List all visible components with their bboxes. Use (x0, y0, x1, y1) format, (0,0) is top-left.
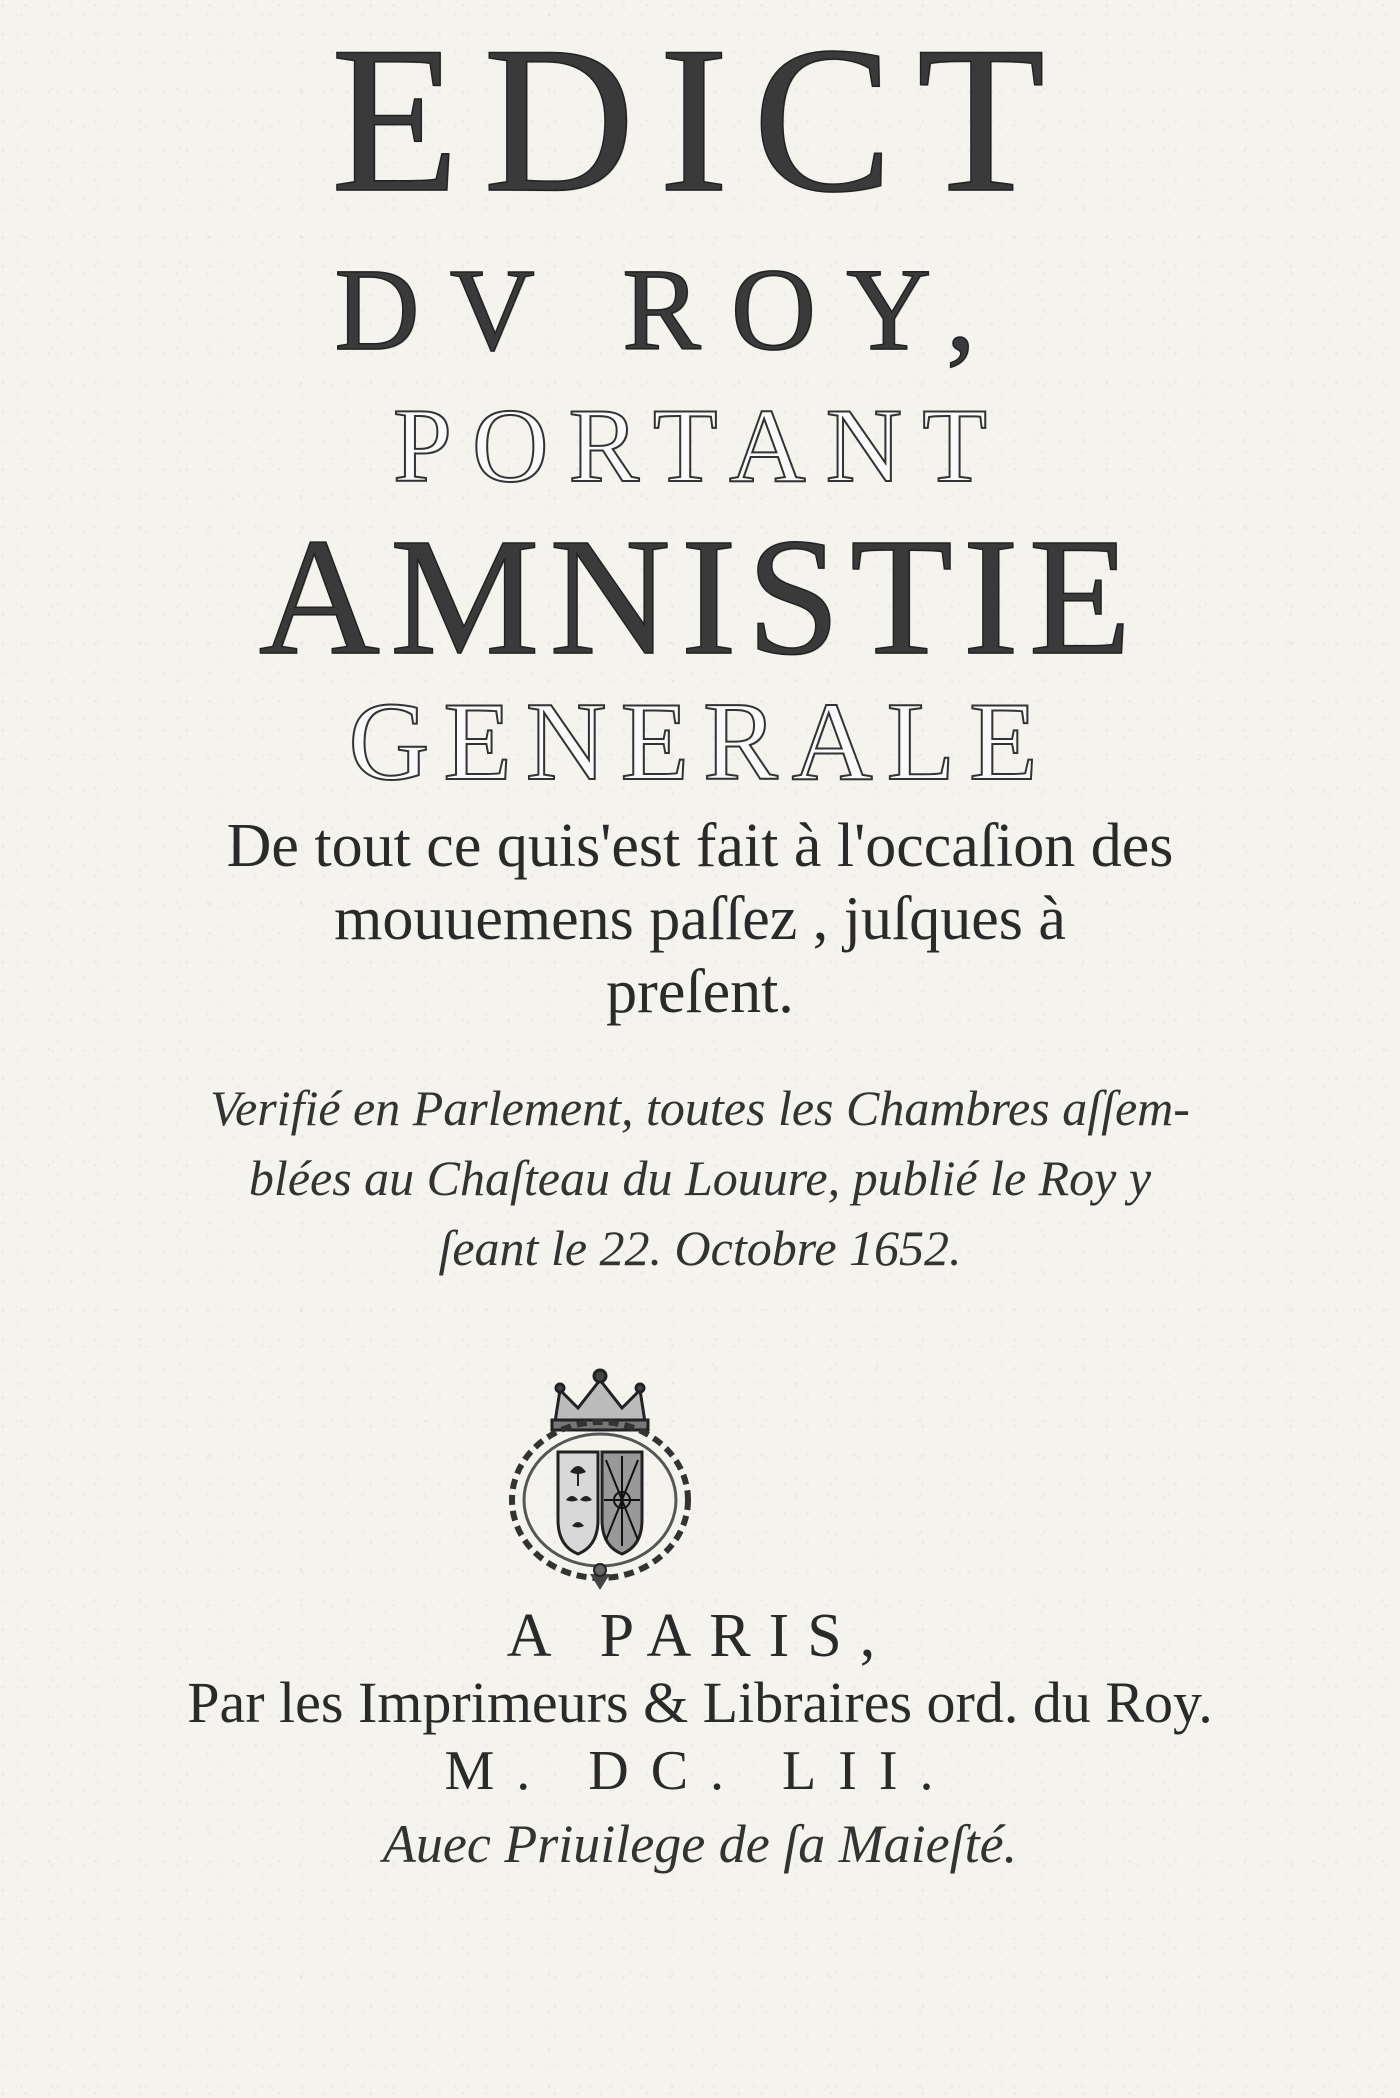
subtitle-line-1: De tout ce quis'est fait à l'occaſion des (226, 812, 1174, 880)
verification-line-2: blées au Chaſteau du Louure, publié le Roy y (248, 1150, 1152, 1206)
verification-line-1: Verifié en Parlement, toutes les Chambres aſſem- (210, 1080, 1190, 1136)
title-generale: GENERALE (348, 680, 1052, 804)
imprint-city: A PARIS, (506, 1602, 894, 1670)
royal-arms-icon (500, 1360, 700, 1592)
imprint-printer: Par les Imprimeurs & Libraires ord. du Roy. (187, 1670, 1213, 1735)
title-du-roy: DV ROY, (334, 244, 1006, 375)
title-edict: EDICT (330, 4, 1070, 236)
subtitle-line-3: preſent. (606, 958, 794, 1026)
title-portant: PORTANT (393, 387, 1007, 504)
imprint-privilege: Auec Priuilege de ſa Maieſté. (382, 1814, 1018, 1874)
title-amnistie: AMNISTIE (258, 504, 1142, 690)
subtitle-line-2: mouuemens paſſez , juſques à (334, 885, 1066, 953)
imprint-year: M. DC. LII. (444, 1740, 956, 1802)
verification-line-3: ſeant le 22. Octobre 1652. (438, 1220, 962, 1276)
